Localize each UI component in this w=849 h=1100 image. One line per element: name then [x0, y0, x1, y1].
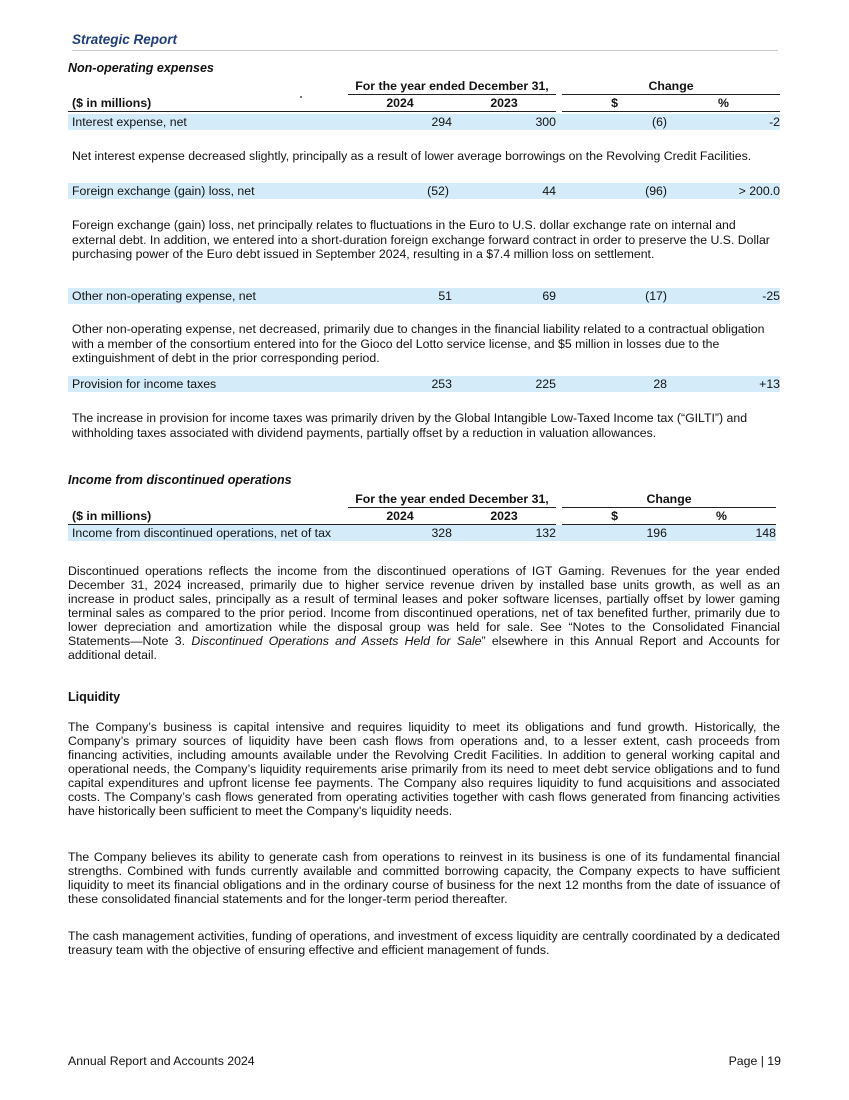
- row-change-pct: +13: [667, 376, 780, 392]
- disc-col-label: ($ in millions): [68, 508, 348, 525]
- disc-col-2024: 2024: [348, 508, 452, 525]
- note-income-tax: The increase in provision for income taxes was primarily driven by the Global Intangible Low-Taxed Income tax (“GILTI”) and withholding taxes associated with dividend payments, partially offset by a reduction in valuation allowances.: [72, 411, 748, 440]
- table-row: [68, 114, 780, 130]
- nonop-header-table: [68, 78, 780, 112]
- row-value-2024: 51: [348, 288, 452, 304]
- row-value-2023: 44: [452, 183, 556, 199]
- row-change-pct: -2: [667, 114, 780, 130]
- nonop-group-year: For the year ended December 31,: [348, 78, 556, 95]
- note-other-nonop: Other non-operating expense, net decreased, primarily due to changes in the financial liability related to a contractual obligation with a member of the consortium entered into for the Gioco del Lotto service license, and $5 million in losses due to the extinguishment of debt in the prior corresponding period.: [72, 322, 765, 365]
- table-row: [68, 183, 780, 199]
- disc-group-change: Change: [562, 491, 776, 508]
- row-change-dollar: 196: [562, 525, 667, 542]
- section-title-liquidity: Liquidity: [68, 690, 121, 704]
- disc-para-italic: Discontinued Operations and Assets Held for Sale: [191, 634, 482, 648]
- interest-expense-row: [68, 114, 780, 130]
- row-value-2024: 328: [348, 525, 452, 542]
- liquidity-paragraph-1: The Company’s business is capital intensive and requires liquidity to meet its obligations and fund growth. Historically, the Company’s primary sources of liquidity have been cash flows from operations and, to a lesser extent, cash proceeds from financing activities, including amounts available under the Revolving Credit Facilities. In addition to general working capital and operational needs, the Company’s liquidity requirements arise primarily from its need to meet debt service obligations and to fund capital expenditures and upfront license fee payments. The Company also requires liquidity to fund acquisitions and associated costs. The Company’s cash flows generated from operating activities together with cash flows generated from financing activities have historically been sufficient to meet the Company's liquidity needs.: [68, 720, 780, 818]
- row-value-2023: 225: [452, 376, 556, 392]
- liquidity-paragraph-3: The cash management activities, funding of operations, and investment of excess liquidity are centrally coordinated by a dedicated treasury team with the objective of ensuring effective and efficient management of funds.: [68, 929, 780, 957]
- nonop-group-header-row: [68, 78, 780, 95]
- row-change-dollar: (96): [562, 183, 667, 199]
- row-change-pct: -25: [667, 288, 780, 304]
- note-interest: Net interest expense decreased slightly, principally as a result of lower average borrowings on the Revolving Credit Facilities.: [72, 149, 752, 163]
- disc-col-pct: %: [667, 508, 776, 525]
- fx-row: [68, 183, 780, 199]
- row-change-pct: > 200.0: [667, 183, 780, 199]
- disc-para-text: Discontinued operations reflects the income from the discontinued operations of IGT Gaming. Revenues for the year ended December 31, 2024 increased, primarily due to higher service revenue driven by installed base units growth, as well as an increase in product sales, principally as a result of terminal leases and poker software licenses, partially offset by lower gaming terminal sales as compared to the prior period. Income from discontinued operations, net of tax benefited further, primarily due to lower depreciation and amortization while the disposal group was held for sale. See “Notes to the Consolidated Financial Statements—Note 3.: [68, 564, 780, 648]
- disc-col-2023: 2023: [452, 508, 556, 525]
- footer-page-number: Page | 19: [728, 1054, 781, 1068]
- nonop-col-2023: 2023: [452, 95, 556, 112]
- note-fx: Foreign exchange (gain) loss, net principally relates to fluctuations in the Euro to U.S. dollar exchange rate on internal and external debt. In addition, we entered into a short-duration foreign exchange forward contract in order to preserve the U.S. Dollar purchasing power of the Euro debt issued in September 2024, resulting in a $7.4 million loss on settlement.: [72, 218, 770, 261]
- row-label: Provision for income taxes: [68, 376, 348, 392]
- footer-report-title: Annual Report and Accounts 2024: [68, 1054, 255, 1068]
- row-label: Foreign exchange (gain) loss, net: [68, 183, 348, 199]
- section-title-nonop: Non-operating expenses: [68, 61, 214, 75]
- row-value-2023: 132: [452, 525, 556, 542]
- table-row: [68, 288, 780, 304]
- nonop-col-label: ($ in millions): [68, 95, 348, 112]
- nonop-column-header-row: [68, 95, 780, 112]
- row-value-2023: 300: [452, 114, 556, 130]
- nonop-group-change: Change: [562, 78, 780, 95]
- row-label: Interest expense, net: [68, 114, 348, 130]
- row-change-pct: 148: [667, 525, 776, 542]
- row-label: Income from discontinued operations, net of tax: [68, 525, 348, 542]
- row-value-2024: 253: [348, 376, 452, 392]
- disc-group-year: For the year ended December 31,: [348, 491, 556, 508]
- row-change-dollar: 28: [562, 376, 667, 392]
- disc-column-header-row: [68, 508, 776, 525]
- running-header: Strategic Report: [72, 32, 778, 51]
- disc-income-row: [68, 525, 776, 542]
- nonop-col-pct: %: [667, 95, 780, 112]
- table-row: [68, 376, 780, 392]
- disc-col-dollar: $: [562, 508, 667, 525]
- nonop-col-dollar: $: [562, 95, 667, 112]
- disc-para-text-end: ” elsewhere in this Annual Report and Accounts for additional detail.: [68, 634, 780, 662]
- other-nonop-row: [68, 288, 780, 304]
- row-label: Other non-operating expense, net: [68, 288, 348, 304]
- nonop-col-2024: 2024: [348, 95, 452, 112]
- row-change-dollar: (17): [562, 288, 667, 304]
- row-change-dollar: (6): [562, 114, 667, 130]
- section-title-discontinued: Income from discontinued operations: [68, 473, 292, 487]
- income-tax-row: [68, 376, 780, 392]
- row-value-2024: 294: [348, 114, 452, 130]
- row-value-2024: (52): [348, 183, 452, 199]
- liquidity-paragraph-2: The Company believes its ability to generate cash from operations to reinvest in its business is one of its fundamental financial strengths. Combined with funds currently available and committed borrowing capacity, the Company expects to have sufficient liquidity to meet its financial obligations and in the ordinary course of business for the next 12 months from the date of issuance of these consolidated financial statements and for the longer-term period thereafter.: [68, 850, 780, 906]
- row-value-2023: 69: [452, 288, 556, 304]
- discontinued-paragraph: [68, 564, 780, 662]
- disc-group-header-row: [68, 491, 776, 508]
- disc-header-table: [68, 491, 776, 541]
